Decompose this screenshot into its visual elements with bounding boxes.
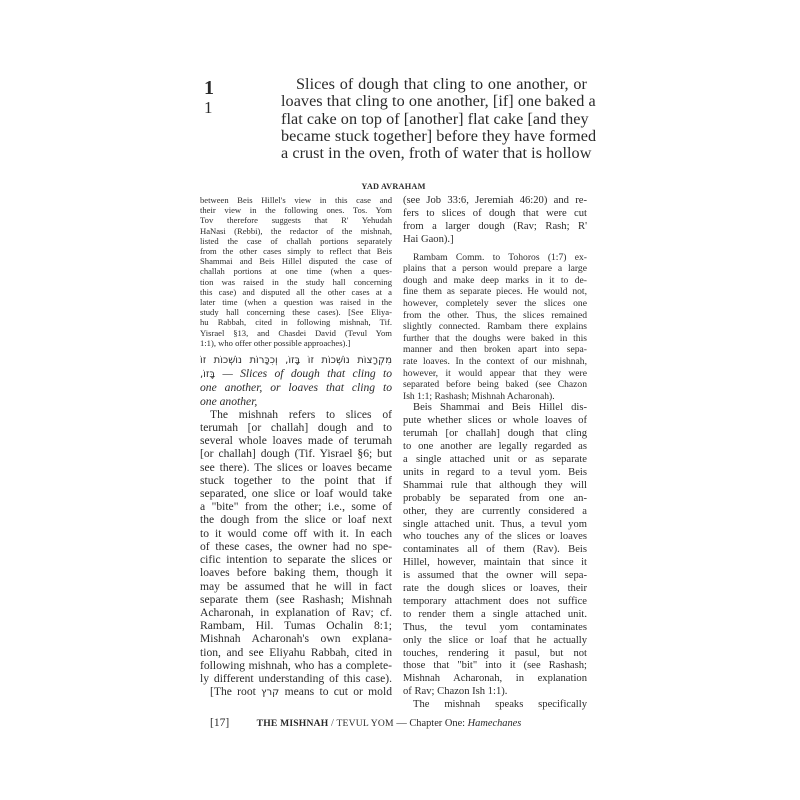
series-title: THE MISHNAH — [256, 718, 329, 729]
page-number: [17] — [210, 717, 230, 729]
text-line: several whole loaves made of terumah — [200, 434, 392, 448]
text-line: a single attached unit or as separate — [403, 453, 587, 465]
text-line: terumah [or challah] dough and to — [200, 421, 392, 435]
text-line: following mishnah, who has a complete- — [200, 658, 392, 672]
text-line: Mishnah Acharonah, in explanation — [403, 673, 587, 685]
text-line: Ish 1:1; Rashash; Mishnah Acharonah). — [403, 390, 555, 402]
text-line: of Rav; Chazon Ish 1:1). — [403, 686, 508, 698]
text-line: their view in the following ones. Tos. Yom — [200, 205, 392, 216]
commentary-paragraph — [200, 408, 392, 699]
text-line: Beis Shammai and Beis Hillel dis- — [413, 402, 587, 414]
chapter-mishnah-markers — [204, 78, 234, 118]
lemma-hebrew-line — [200, 353, 392, 367]
commentary-header: YAD AVRAHAM — [361, 182, 426, 191]
text-line: this case) and disputed all the other cases at a — [200, 286, 392, 297]
lemma-english: — Slices of dough that cling to — [222, 367, 392, 381]
text-line: separated before being baked (see Chazon — [403, 379, 587, 391]
text-line: challah portions at one time (when a ques- — [200, 266, 392, 277]
text-line: plains that a person would prepare a large — [403, 263, 587, 275]
text-line: is assumed that the owner will sepa- — [403, 570, 587, 582]
text-line: [or challah] dough (Tif. Yisrael §6; but — [200, 447, 392, 461]
text-line: 1:1), who offer other possible approaches).] — [200, 337, 351, 348]
commentary-left-column — [200, 195, 392, 699]
text-line: a "bite" from the other; i.e., some of — [200, 500, 392, 514]
text-line: Shammai and Beis Hillel disputed the case of — [200, 256, 392, 267]
tractate-name: TEVUL YOM — [336, 718, 394, 729]
commentary-paragraph — [200, 195, 392, 348]
commentary-paragraph — [403, 402, 587, 712]
text-line: dough and make deep marks in it to de- — [403, 274, 587, 286]
text-line: separated, one slice or loaf would take — [200, 487, 392, 501]
text-line: stuck together to the point that if — [200, 473, 392, 487]
text-line: Thus, the tevul yom contaminates — [403, 621, 587, 633]
text-line: probably be separated from one an- — [403, 492, 587, 504]
lemma-english: one another, or loaves that cling to — [200, 381, 392, 395]
text-line: Acharonah, in explanation of Rav; cf. — [200, 605, 392, 619]
mishnah-translation — [281, 75, 597, 163]
text-line: other, they are currently considered a — [403, 505, 587, 517]
text-line: between Beis Hillel's view in this case and — [200, 195, 392, 205]
text-line: tion was raised in the study hall concerning — [200, 276, 392, 287]
text-line: of these cases, the owner had no spe- — [200, 539, 392, 553]
text-line: Rambam, Hil. Tumas Ochalin 8:1; — [200, 619, 392, 633]
text-line: Hai Gaon).] — [403, 233, 454, 245]
text-line: pute whether slices or whole loaves of — [403, 415, 587, 427]
text-line: Hillel, however, maintain that since it — [403, 557, 587, 569]
lemma — [200, 353, 392, 408]
text-line: further that the doughs were baked in this — [403, 332, 587, 344]
text-line: later time (when a question was raised in the — [200, 297, 392, 308]
text-line: to render them a single attached unit. — [403, 608, 587, 620]
lemma-hebrew: מִקְרָצוֹת נוֹשְׁכוֹת זוֹ בָּזוֹ, וְכִכָּרוֹת נוֹשְׁכוֹת זוֹ — [200, 355, 392, 367]
dash: — — [393, 718, 410, 729]
text-line: (see Job 33:6, Jeremiah 46:20) and re- — [403, 195, 587, 206]
lemma-line — [200, 381, 392, 394]
page-footer — [210, 717, 610, 729]
commentary-paragraph — [403, 195, 587, 247]
separator: / — [328, 718, 337, 729]
root-hebrew: קרץ — [261, 687, 280, 699]
text-line: rate the dough slices or loaves, their — [403, 583, 587, 595]
text-line: terumah [or challah] dough that cling — [403, 428, 587, 440]
text-line: from a larger dough (Rav; Rash; R' — [403, 220, 587, 232]
text-line: slightly connected. Rambam there explains — [403, 321, 587, 333]
text-line: to one another are legally regarded as — [403, 441, 587, 453]
text-line: Rambam Comm. to Tohoros (1:7) ex- — [413, 251, 587, 263]
text-line: the dough from the slice or loaf next — [200, 513, 392, 527]
text-line: temporary attachment does not suffice — [403, 595, 587, 607]
text-line: Mishnah Acharonah's own explana- — [200, 632, 392, 646]
text-line: those that "bit" into it (see Rashash; — [403, 660, 587, 672]
commentary-paragraph — [403, 252, 587, 403]
lemma-line — [200, 395, 392, 408]
mishnah-line: Slices of dough that cling to one another, or — [296, 75, 587, 93]
text-line: separate them (see Rashash; Mishnah — [200, 592, 392, 606]
text-line: Shammai rule that although they will — [403, 479, 587, 491]
mishnah-line: became stuck together] before they have formed — [281, 126, 597, 145]
chapter-label: Chapter One: — [409, 718, 468, 729]
text-line: tion, and see Eliyahu Rabbah, cited in — [200, 645, 392, 659]
lemma-english: one another, — [200, 394, 258, 408]
text-line: from the other cases simply to reflect that Beis — [200, 246, 392, 257]
text-line: units in regard to a tevul yom. Beis — [403, 466, 587, 478]
chapter-number: 1 — [204, 77, 214, 99]
text-line: Tov therefore suggests that R' Yehudah — [200, 215, 392, 226]
text-line: HaNasi (Rebbi), the redactor of the mishnah, — [200, 225, 392, 236]
text-line — [200, 685, 392, 699]
text-line: see there). The slices or loaves became — [200, 460, 392, 474]
root-suffix: means to cut or mold — [284, 685, 392, 699]
text-line: rate loaves. In the context of our mishnah, — [403, 355, 587, 367]
text-line: listed the case of challah portions separately — [200, 235, 392, 246]
mishnah-number: 1 — [204, 98, 213, 117]
text-line: fers to slices of dough that were cut — [403, 207, 587, 219]
text-line: contaminates all of them (Rav). Beis — [403, 544, 587, 556]
text-line: study hall concerning these cases). [See Eliya- — [200, 307, 392, 318]
text-line: however, it would appear that they were — [403, 367, 587, 379]
lemma-hebrew: בָּזוֹ, — [200, 369, 216, 381]
text-line: however, completely sever the slices one — [403, 298, 587, 309]
text-line: who touches any of the slices or loaves — [403, 531, 587, 543]
mishnah-line: a crust in the oven, froth of water that is hollow — [281, 144, 592, 163]
lemma-line — [200, 367, 392, 381]
text-line: touches, rendering it pasul, but not — [403, 647, 587, 659]
text-line: from the other. Thus, the slices remained — [403, 309, 587, 321]
text-line: The mishnah refers to slices of — [210, 407, 392, 421]
commentary-right-column — [403, 195, 587, 712]
text-line: fine them as separate pieces. He would not, — [403, 286, 587, 298]
text-line: single attached unit. Thus, a tevul yom — [403, 518, 587, 530]
text-line: may be assumed that he will in fact — [200, 579, 392, 593]
text-line: hu Rabbah, cited in following mishnah, Tif. — [200, 317, 392, 328]
text-line: cific intention to separate the slices or — [200, 553, 392, 567]
text-line: manner and then broken apart into sepa- — [403, 344, 587, 356]
text-line: ly different understanding of this case). — [200, 671, 392, 685]
root-prefix: [The root — [210, 685, 256, 699]
text-line: The mishnah speaks specifically — [413, 699, 587, 711]
mishnah-line: flat cake on top of [another] flat cake [and they — [281, 109, 589, 128]
text-line: to it would come off with it. In each — [200, 526, 392, 540]
chapter-name: Hamechanes — [467, 718, 522, 729]
text-line: Yisrael §13, and Chasdei David (Tevul Yom — [200, 327, 392, 338]
mishnah-line: loaves that cling to one another, [if] one baked a — [281, 92, 596, 111]
text-line: loaves before baking them, though it — [200, 566, 392, 580]
text-line: only the slice or loaf that he actually — [403, 634, 587, 646]
